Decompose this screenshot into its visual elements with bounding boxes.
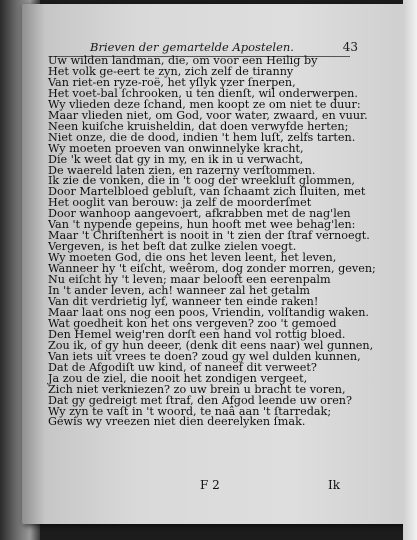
verse-line: Maar vlieden niet, om God, voor water, zwaard, en vuur. (48, 108, 368, 122)
verse-line: Van dit verdrietig lyf, wanneer ten einde raken! (48, 294, 319, 308)
verse-line: Maar 't Chriſtenhert is nooit in 't zien der ſtraf vernoegt. (48, 229, 370, 243)
page-footer (0, 478, 417, 494)
page-stack-edge (403, 0, 417, 540)
verse-line: Vergeven, is het beſt dat zulke zielen voegt. (48, 240, 297, 254)
verse-line: Van iets uit vrees te doen? zoud gy wel dulden kunnen, (48, 349, 361, 363)
verse-line: In 't ander leven, ach! wanneer zal het getalm (48, 284, 311, 298)
verse-line: Niet onze, die de dood, indien 't hem luſt, zelfs tarten. (48, 130, 356, 144)
signature-mark: F 2 (200, 478, 220, 492)
verse-line: De waereld laten zien, en razerny verſtommen. (48, 163, 316, 177)
verse-line: Wy moeten proeven van onwinnelyke kracht, (48, 141, 304, 155)
verse-line: Nu eiſcht hy 't leven; maar belooft een eerenpalm (48, 273, 331, 287)
verse-line: Van riet-en ryze-roë, het yſlyk yzer ſnerpen, (48, 75, 296, 89)
verse-line: Wanneer hy 't eiſcht, weêrom, dog zonder morren, geven; (48, 262, 376, 276)
verse-line: Die 'k weet dat gy in my, en ik in u verwacht, (48, 152, 304, 166)
page-number: 43 (342, 40, 358, 54)
verse-line: Neen kuiſche kruisheldin, dat doen verwyfde herten; (48, 119, 349, 133)
verse-line: Maar laat ons nog een poos, Vriendin, volſtandig waken. (48, 305, 369, 319)
verse-line: Zich niet verkniezen? zo uw brein u bracht te voren, (48, 382, 346, 396)
verse-line: Gewis wy vreezen niet dien deerelyken ſmak. (48, 415, 306, 429)
verse-line: Dat gy gedreigt met ſtraf, den Afgod leende uw oren? (48, 393, 353, 407)
verse-line: Wy moeten God, die ons het leven leent, het leven, (48, 251, 337, 265)
verse-line: Ja zou de ziel, die nooit het zondigen vergeet, (48, 371, 308, 385)
verse-line: Den Hemel weig'ren dorſt een hand vol rottig bloed. (48, 327, 346, 341)
verse-line: Dat de Afgodiſt uw kind, of naneef dit verweet? (48, 360, 317, 374)
verse-line: Wy zyn te vaſt in 't woord, te naâ aan 't ſtarredak; (48, 404, 332, 418)
verse-line: Wat goedheit kon het ons vergeven? zoo 't gemoed (48, 316, 337, 330)
verse-text (48, 54, 376, 429)
verse-line: Zou ik, of gy hun deeer, (denk dit eens naar) wel gunnen, (48, 338, 374, 352)
verse-line: Uw wilden landman, die, om voor een Heilig by (48, 54, 318, 67)
verse-line: Door Martelbloed gebluſt, van ſchaamt zich ſluiten, met (48, 185, 366, 199)
verse-line: Ik zie de vonken, die in 't oog der wreekluſt glommen, (48, 174, 355, 188)
verse-line: Het ooglit van berouw: ja zelf de moorderſmet (48, 196, 312, 210)
verse-line: Het voet-bal ſchrooken, u ten dienſt, wil onderwerpen. (48, 86, 358, 100)
running-title: Brieven der gemartelde Apostelen. (90, 40, 294, 54)
verse-line: Het volk ge-eert te zyn, zich zelf de tiranny (48, 64, 294, 78)
catchword: Ik (328, 478, 341, 492)
verse-line: Door wanhoop aangevoert, afkrabben met de nag'len (48, 207, 351, 221)
verse-line: Wy vlieden deze ſchand, men koopt ze om niet te duur: (48, 97, 361, 111)
verse-line: Van 't nypende gepeins, hun hooft met wee behag'len: (48, 218, 356, 232)
